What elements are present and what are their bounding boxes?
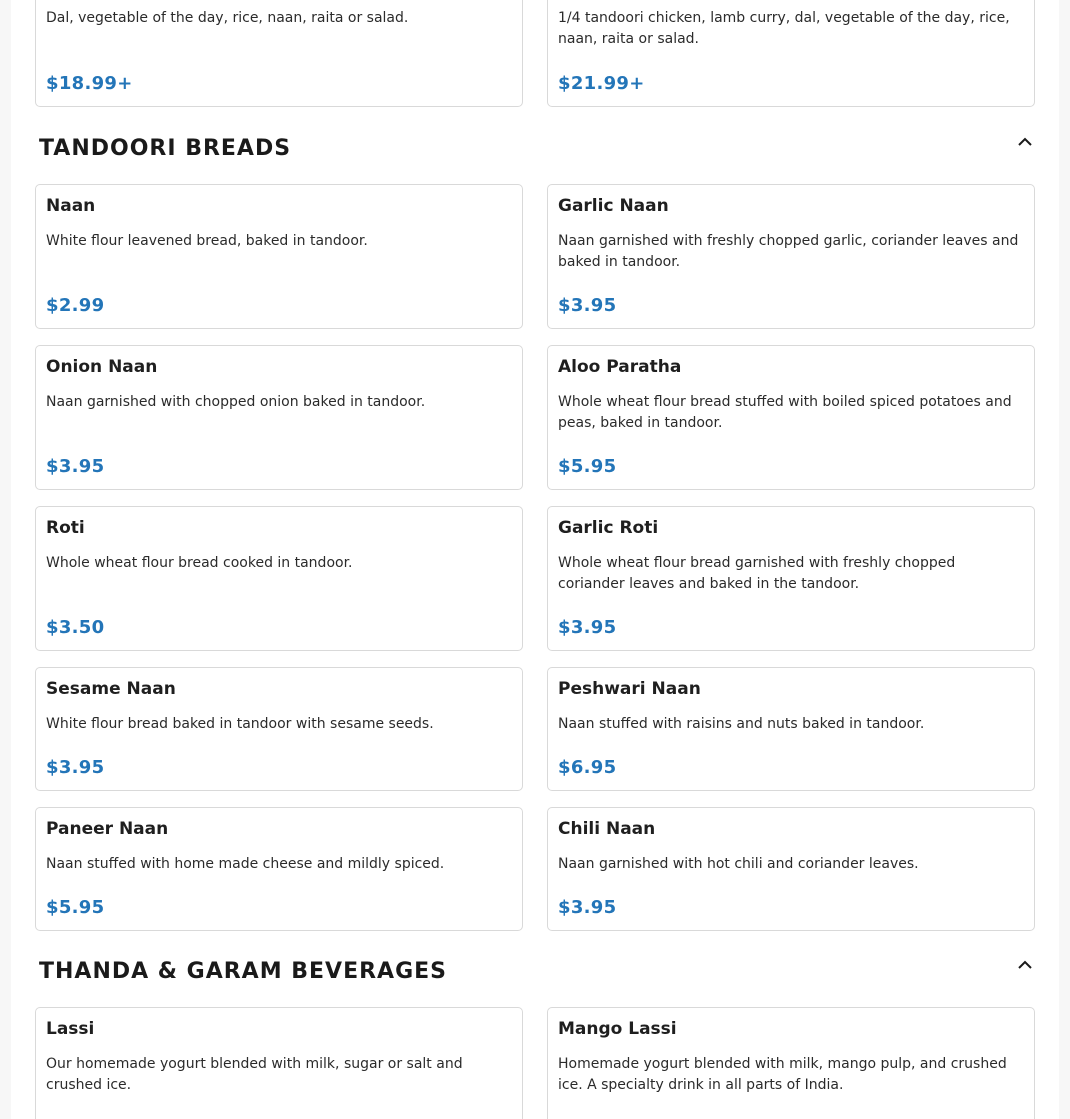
menu-item-description: Dal, vegetable of the day, rice, naan, raita or salad. (46, 10, 409, 26)
menu-item-name: Aloo Paratha (558, 357, 682, 377)
menu-item-card[interactable] (35, 1007, 523, 1119)
menu-item-price: $3.95 (558, 897, 617, 918)
chevron-up-icon (1015, 132, 1035, 152)
menu-item-price: $3.95 (46, 757, 105, 778)
menu-item-description: Naan garnished with hot chili and coriander leaves. (558, 856, 919, 872)
menu-item-name: Sesame Naan (46, 679, 176, 699)
menu-item-name: Onion Naan (46, 357, 158, 377)
menu-item-price: $3.95 (46, 456, 105, 477)
collapse-section-button[interactable] (1015, 132, 1035, 152)
menu-item-card[interactable] (547, 506, 1035, 651)
section-title: THANDA & GARAM BEVERAGES (39, 959, 448, 984)
menu-item-price: $6.95 (558, 757, 617, 778)
menu-item-description: Homemade yogurt blended with milk, mango pulp, and crushed ice. A specialty drink in all parts of India. (558, 1056, 1007, 1093)
menu-item-description: 1/4 tandoori chicken, lamb curry, dal, vegetable of the day, rice, naan, raita or salad. (558, 10, 1010, 47)
menu-item-price: $5.95 (46, 897, 105, 918)
menu-page (11, 0, 1059, 1119)
menu-item-description: Whole wheat flour bread garnished with freshly chopped coriander leaves and baked in the tandoor. (558, 555, 956, 592)
menu-item-name: Chili Naan (558, 819, 656, 839)
menu-item-name: Paneer Naan (46, 819, 169, 839)
menu-item-card[interactable] (547, 807, 1035, 931)
menu-item-price: $18.99+ (46, 73, 133, 94)
menu-item-price: $3.95 (558, 617, 617, 638)
menu-item-price: $3.50 (46, 617, 105, 638)
section-title: TANDOORI BREADS (39, 136, 292, 161)
menu-item-card[interactable] (547, 345, 1035, 490)
menu-item-description: Naan stuffed with home made cheese and mildly spiced. (46, 856, 445, 872)
menu-item-card[interactable] (35, 667, 523, 791)
menu-item-price: $2.99 (46, 295, 105, 316)
menu-item-card[interactable] (35, 0, 523, 107)
menu-item-card[interactable] (547, 1007, 1035, 1119)
menu-item-name: Peshwari Naan (558, 679, 701, 699)
menu-item-name: Roti (46, 518, 85, 538)
menu-item-name: Lassi (46, 1019, 95, 1039)
menu-item-card[interactable] (35, 506, 523, 651)
menu-item-price: $5.95 (558, 456, 617, 477)
menu-item-description: White flour leavened bread, baked in tandoor. (46, 233, 368, 249)
menu-item-card[interactable] (35, 184, 523, 329)
chevron-up-icon (1015, 955, 1035, 975)
menu-item-description: White flour bread baked in tandoor with sesame seeds. (46, 716, 434, 732)
menu-item-card[interactable] (547, 0, 1035, 107)
menu-item-description: Whole wheat flour bread stuffed with boiled spiced potatoes and peas, baked in tandoor. (558, 394, 1012, 431)
menu-item-name: Garlic Naan (558, 196, 669, 216)
menu-item-card[interactable] (35, 807, 523, 931)
menu-item-name: Garlic Roti (558, 518, 659, 538)
menu-item-price: $21.99+ (558, 73, 645, 94)
menu-item-name: Naan (46, 196, 96, 216)
menu-item-price: $3.95 (558, 295, 617, 316)
menu-item-description: Naan stuffed with raisins and nuts baked in tandoor. (558, 716, 925, 732)
menu-item-description: Our homemade yogurt blended with milk, sugar or salt and crushed ice. (46, 1056, 463, 1093)
menu-item-card[interactable] (547, 667, 1035, 791)
menu-item-description: Whole wheat flour bread cooked in tandoor. (46, 555, 353, 571)
menu-item-card[interactable] (35, 345, 523, 490)
menu-item-description: Naan garnished with chopped onion baked in tandoor. (46, 394, 426, 410)
collapse-section-button[interactable] (1015, 955, 1035, 975)
menu-item-name: Mango Lassi (558, 1019, 677, 1039)
menu-item-card[interactable] (547, 184, 1035, 329)
menu-item-description: Naan garnished with freshly chopped garlic, coriander leaves and baked in tandoor. (558, 233, 1019, 270)
